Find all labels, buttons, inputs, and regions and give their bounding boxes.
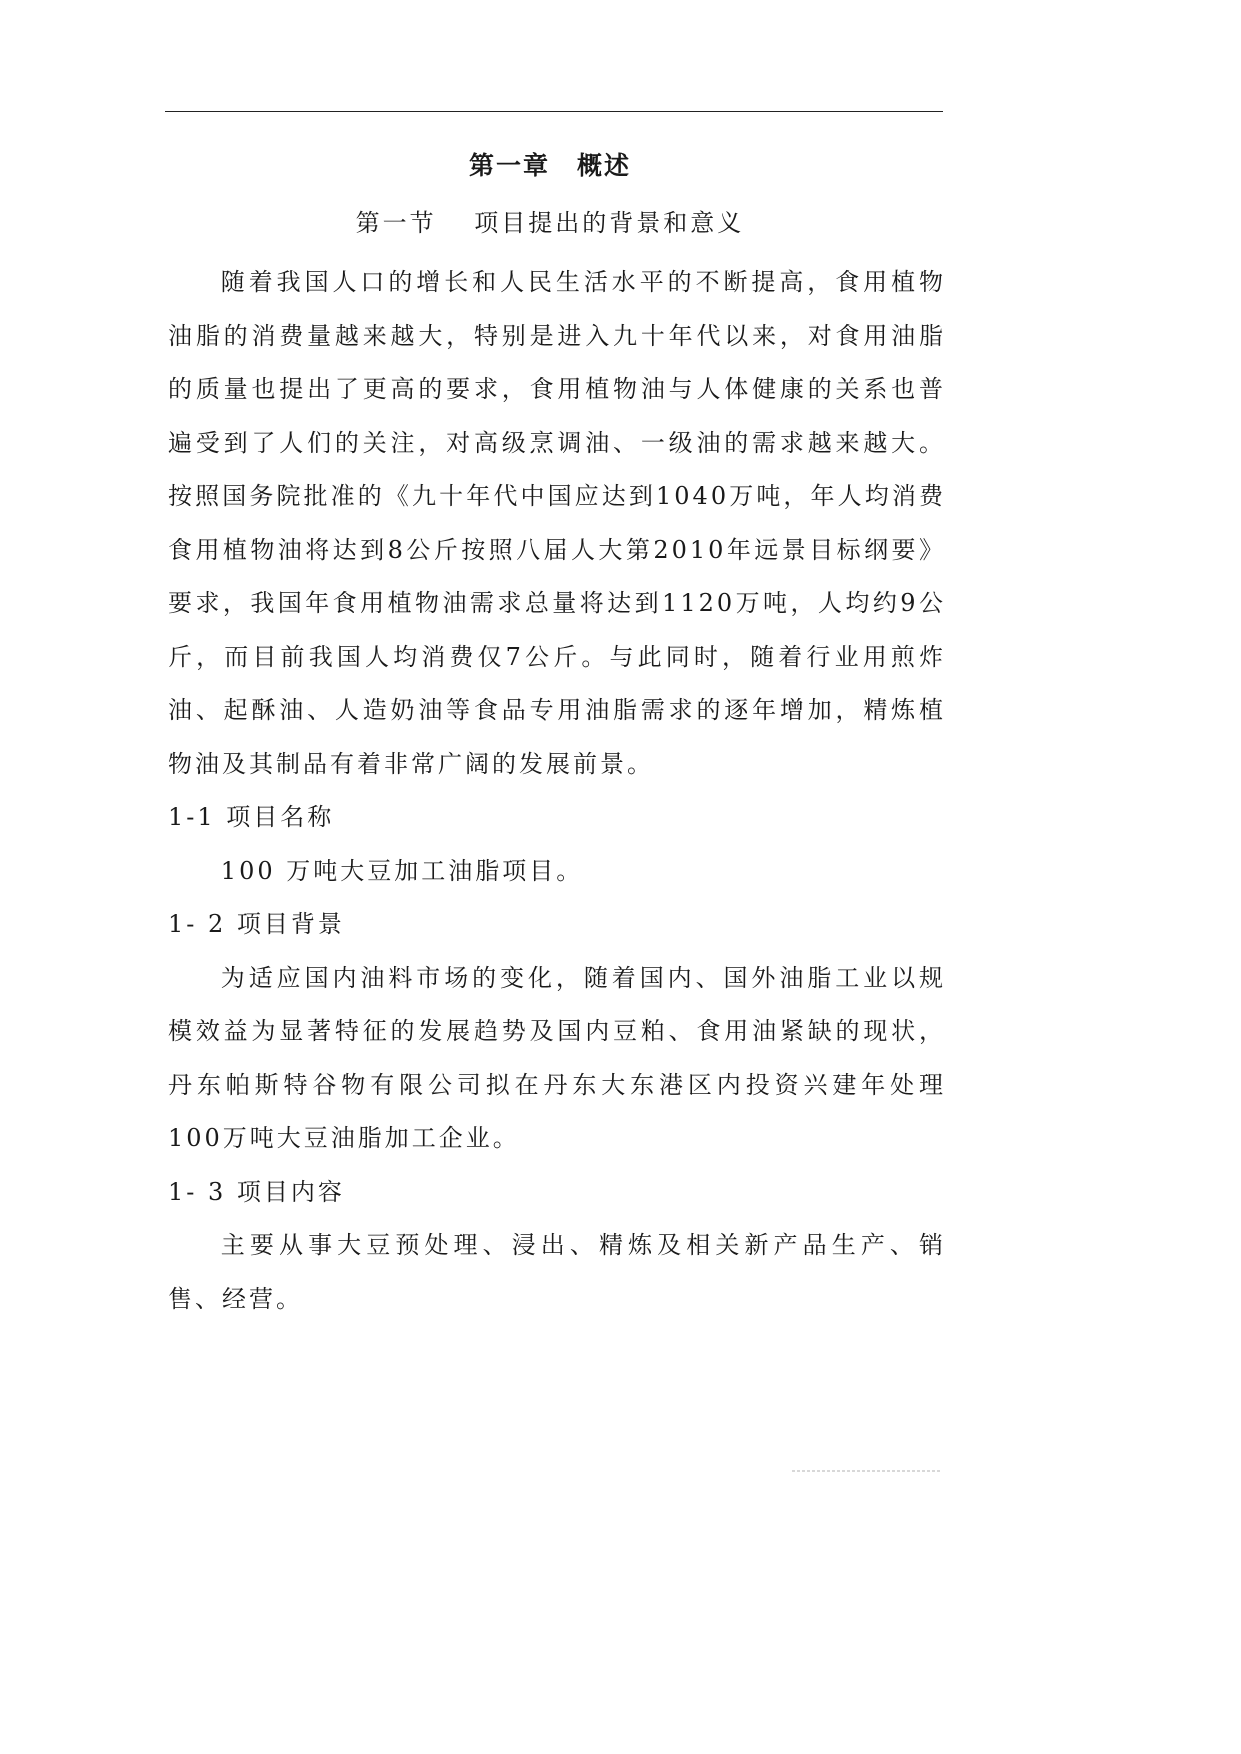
footer-mark: [792, 1470, 942, 1472]
section-title: 第一节 项目提出的背景和意义: [355, 209, 745, 237]
chapter-title: 第一章 概述: [468, 151, 631, 180]
project-name-text: 100 万吨大豆加工油脂项目。: [220, 856, 584, 885]
project-content-text: 主要从事大豆预处理、浸出、精炼及相关新产品生产、销售、经营。: [168, 1231, 946, 1313]
project-background-heading: 1- 2 项目背景: [168, 910, 345, 938]
project-content-heading: 1- 3 项目内容: [168, 1177, 345, 1206]
project-name-heading: 1-1 项目名称: [168, 803, 335, 831]
header-rule: [165, 111, 943, 112]
intro-paragraph: 随着我国人口的增长和人民生活水平的不断提高，食用植物油脂的消费量越来越大，特别是进入九十年代以来，对食用油脂的质量也提出了更高的要求，食用植物油与人体健康的关系也普遍受到了人们的关注，对高级烹调油、一级油的需求越来越大。按照国务院批准的《九十年代中国应达到1040万吨，年人均消费食用植物油将达到8公斤按照八届人大第2010年远景目标纲要》要求，我国年食用植物油需求总量将达到1120万吨，人均约9公斤，而目前我国人均消费仅7公斤。与此同时，随着行业用煎炸油、起酥油、人造奶油等食品专用油脂需求的逐年增加，精炼植物油及其制品有着非常广阔的发展前景。: [168, 268, 946, 778]
body-text: [168, 256, 946, 1326]
project-background-text: 为适应国内油料市场的变化，随着国内、国外油脂工业以规模效益为显著特征的发展趋势及国内豆粕、食用油紧缺的现状，丹东帕斯特谷物有限公司拟在丹东大东港区内投资兴建年处理100万吨大豆油脂加工企业。: [168, 963, 946, 1152]
